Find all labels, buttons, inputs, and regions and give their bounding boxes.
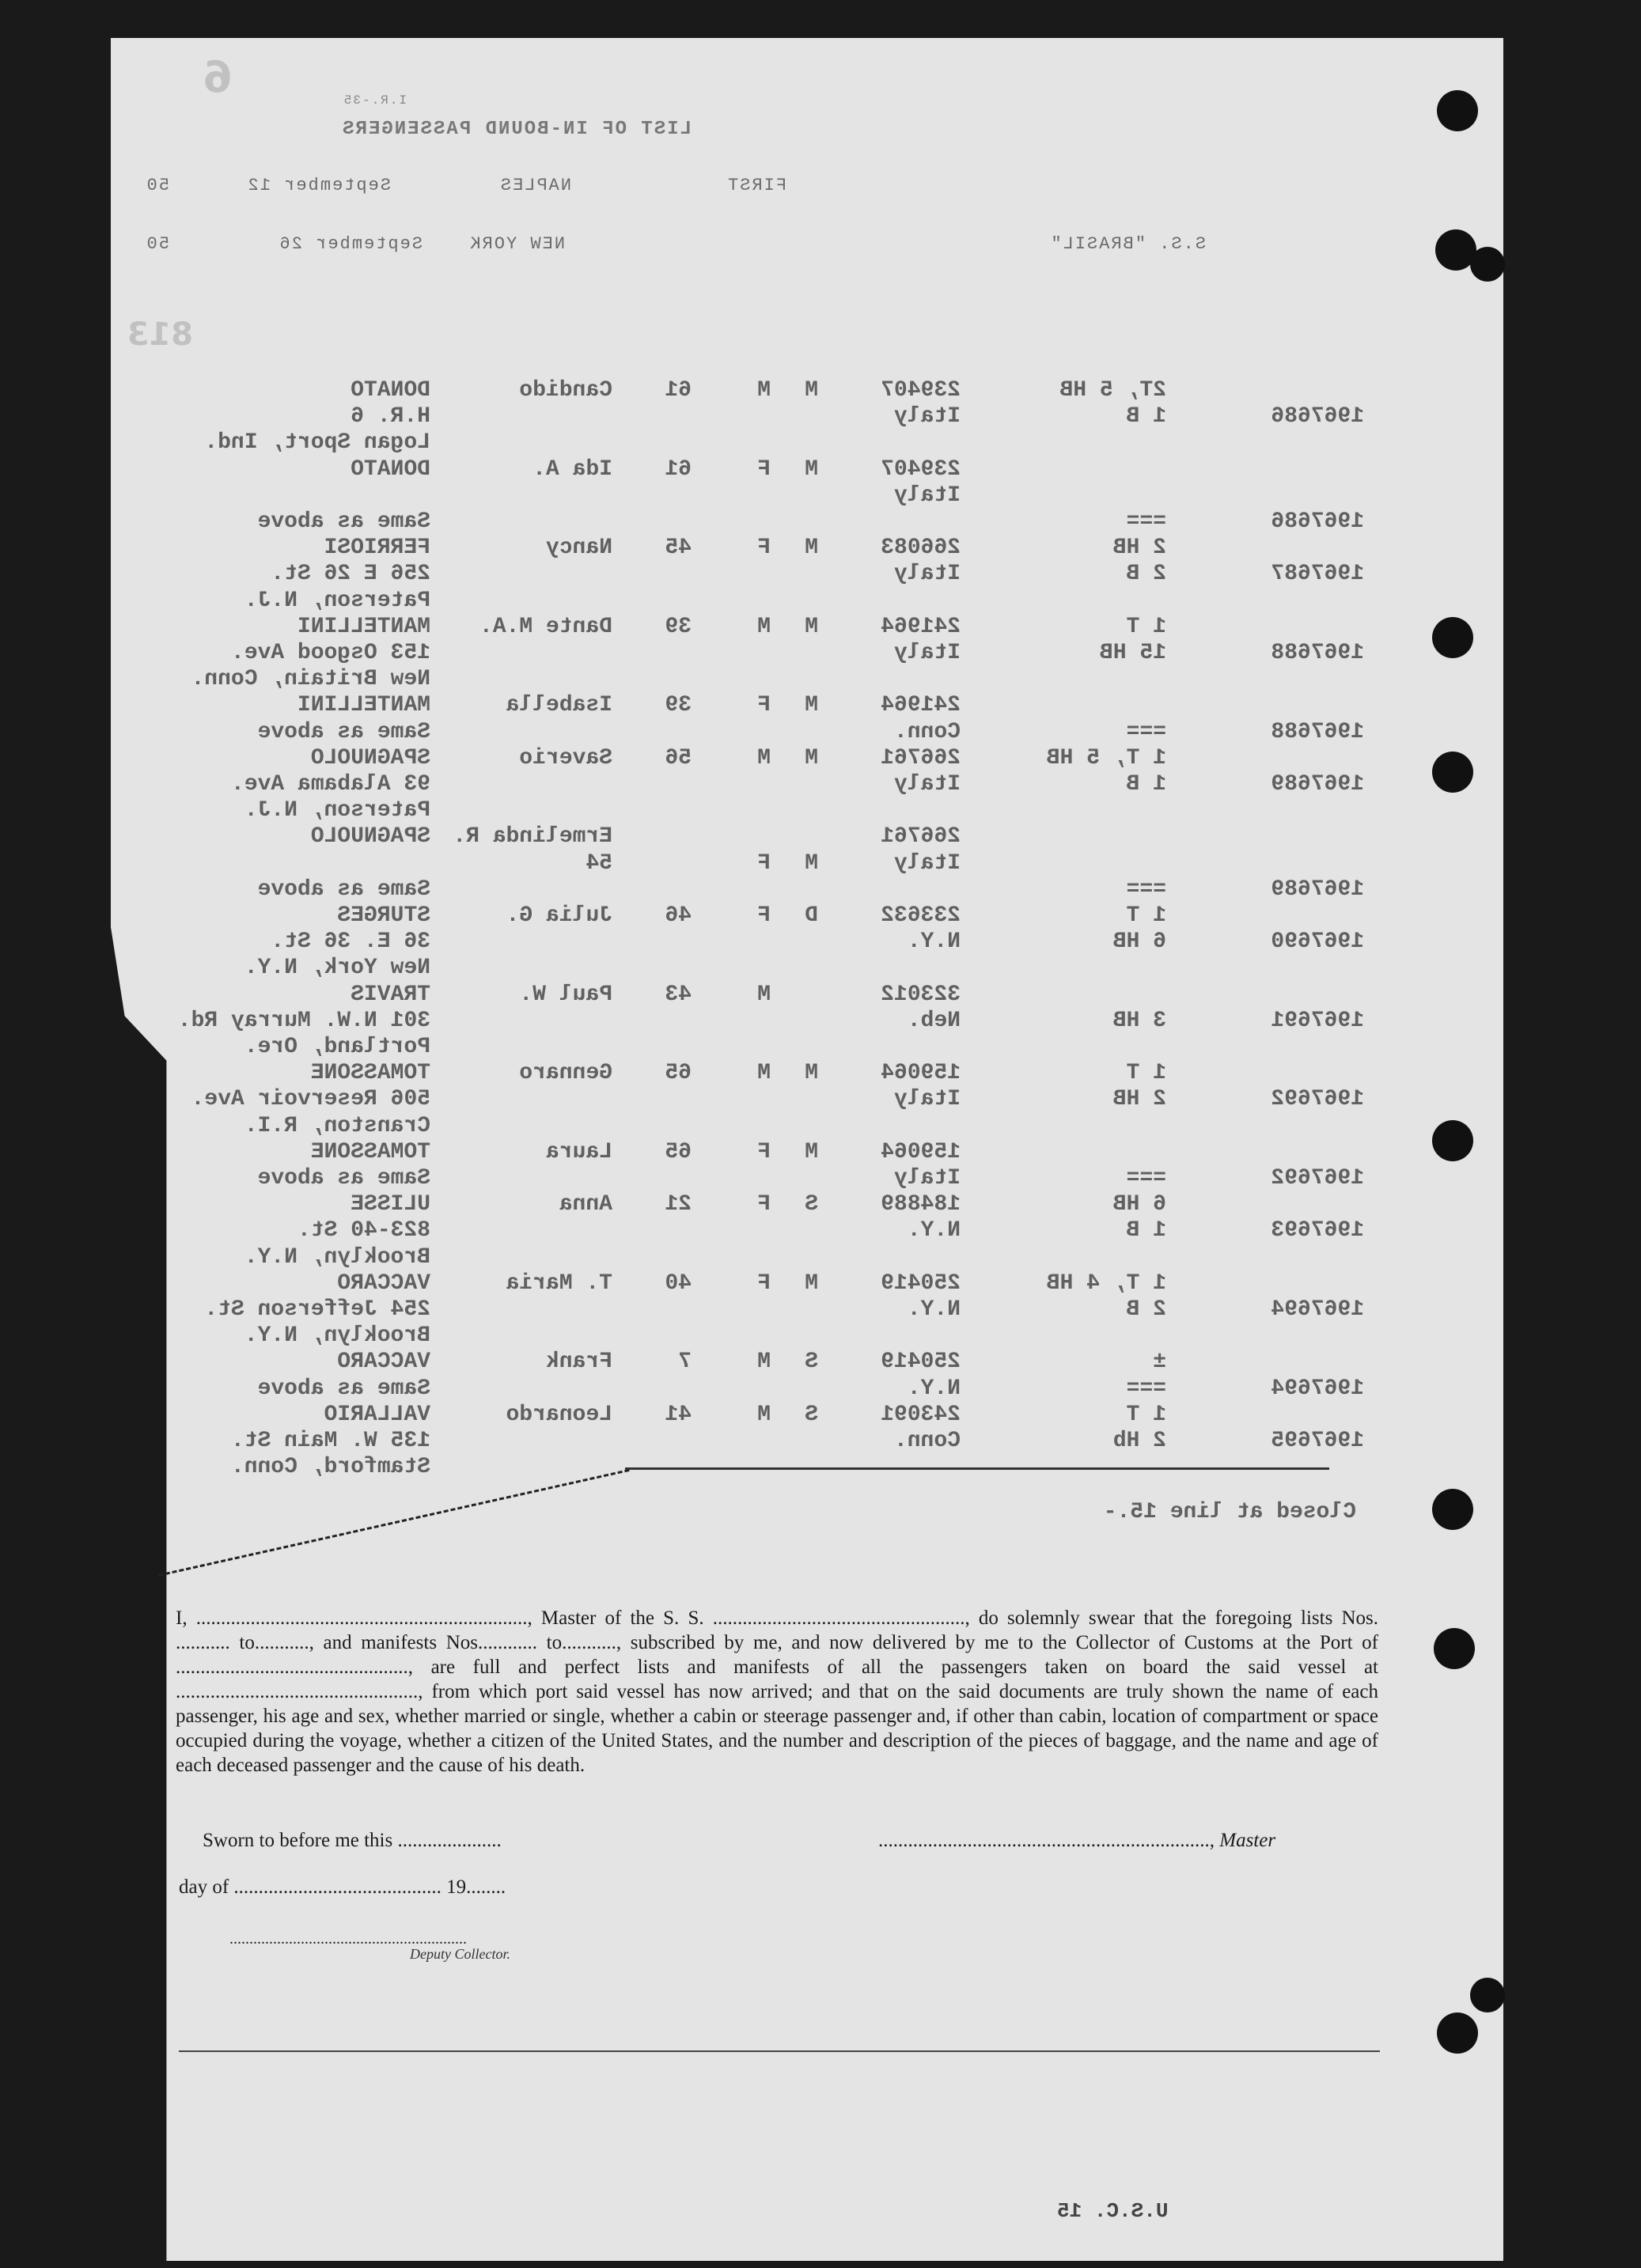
passenger-cell-name: 36 E. 36 St. (271, 930, 430, 955)
passenger-cell-sex: M (757, 982, 771, 1007)
passenger-cell-cert: 266761 (881, 824, 961, 850)
passenger-cell-name: Same as above (257, 877, 430, 902)
passenger-cell-given: 54 (586, 850, 612, 876)
passenger-cell-baggage: 1 B (1126, 404, 1166, 430)
passenger-cell-name: ULISSE (351, 1192, 430, 1217)
passenger-cell-sex: M (757, 1350, 771, 1375)
passenger-cell-baggage: 1 T (1126, 1061, 1166, 1086)
oath-text: I, ..................................................................., Master of the S. S. ..................................................., do solemnly swear that the foregoing lists Nos. ........... to..........., and manifests Nos............ to..........., subscribed by me, and now delivered by me to the Collector of Customs at the Port of ..............................................., are full and perfect lists and manifests of all the passengers taken on board the said vessel at ................................................., from which port said vessel has now arrived; and that on the said documents are truly shown the name of each passenger, his age and sex, whether married or single, whether a cabin or steerage passenger and, if other than cabin, location of compartment or space occupied during the voyage, whether a citizen of the United States, and the number and description of the pieces of baggage, and the name and age of each deceased passenger and the cause of his death. (176, 1607, 1378, 1776)
passenger-cell-baggage: 2 B (1126, 562, 1166, 587)
passenger-cell-ticket: 1967693 (1271, 1218, 1364, 1244)
passenger-cell-age: 41 (665, 1402, 692, 1427)
passenger-cell-baggage: 6 HB (1112, 1192, 1166, 1217)
passenger-cell-cert: 233632 (881, 903, 961, 928)
passenger-cell-cert: 184889 (881, 1192, 961, 1217)
passenger-cell-name: 93 Alabama Ave. (230, 772, 430, 797)
sheet-number: 813 (127, 316, 193, 353)
punch-hole (1470, 1978, 1505, 2012)
passenger-cell-given: Anna (559, 1192, 612, 1217)
passenger-cell-age: 65 (665, 1061, 692, 1086)
passenger-cell-name: Brooklyn, N.Y. (244, 1244, 430, 1270)
passenger-cell-cert: 239407 (881, 378, 961, 403)
passenger-cell-sex: F (757, 1270, 771, 1296)
passenger-cell-ms: S (805, 1350, 818, 1375)
punch-hole (1434, 1628, 1475, 1669)
passenger-cell-sex: F (757, 693, 771, 718)
master-dots: ..................................................................., (878, 1830, 1220, 1851)
passenger-cell-cert: N.Y. (907, 1376, 961, 1401)
passenger-cell-name: VACCARO (337, 1350, 430, 1375)
passenger-cell-name: Stamford, Conn. (230, 1455, 430, 1480)
passenger-cell-ticket: 1967689 (1271, 877, 1364, 902)
passenger-cell-name: TOMASSONE (310, 1061, 430, 1086)
passenger-cell-cert: Conn. (893, 719, 961, 744)
passenger-cell-baggage: 2 HB (1112, 536, 1166, 561)
passenger-cell-name: TOMASSONE (310, 1139, 430, 1164)
passenger-cell-sex: M (757, 1061, 771, 1086)
passenger-cell-baggage: 1 T (1126, 614, 1166, 639)
passenger-cell-baggage: 6 HB (1112, 930, 1166, 955)
passenger-cell-cert: 323012 (881, 982, 961, 1007)
passenger-cell-cert: Italy (893, 1087, 961, 1112)
arrival-year: 50 (145, 234, 169, 254)
bottom-rule (179, 2050, 1380, 2052)
passenger-cell-name: VALLARIO (324, 1402, 430, 1427)
passenger-cell-cert: N.Y. (907, 930, 961, 955)
passenger-cell-name: New Britain, Conn. (191, 667, 430, 692)
passenger-cell-sex: F (757, 1139, 771, 1164)
passenger-cell-sex: F (757, 1192, 771, 1217)
passenger-cell-ms: S (805, 1402, 818, 1427)
passenger-cell-cert: 243091 (881, 1402, 961, 1427)
passenger-cell-age: 43 (665, 982, 692, 1007)
passenger-cell-baggage: 1 B (1126, 772, 1166, 797)
passenger-cell-age: 46 (665, 903, 692, 928)
passenger-cell-age: 40 (665, 1270, 692, 1296)
passenger-cell-cert: 159064 (881, 1061, 961, 1086)
passenger-cell-cert: Neb. (907, 1008, 961, 1033)
passenger-cell-cert: Conn. (893, 1429, 961, 1453)
passenger-cell-cert: Italy (893, 483, 961, 508)
passenger-cell-name: 254 Jefferson St. (204, 1297, 430, 1322)
passenger-cell-given: Nancy (545, 536, 612, 561)
ship-name: S.S. "BRASIL" (1049, 234, 1206, 254)
passenger-cell-sex: F (757, 850, 771, 876)
passenger-cell-name: 153 Osgood Ave. (230, 641, 430, 665)
passenger-cell-name: Logan Sport, Ind. (204, 430, 430, 456)
passenger-cell-cert: Italy (893, 404, 961, 430)
day-line: day of .......................................... 19........ (179, 1876, 506, 1898)
passenger-cell-sex: M (757, 378, 771, 403)
passenger-cell-ticket: 1967690 (1271, 930, 1364, 955)
passenger-cell-ticket: 1967686 (1271, 509, 1364, 534)
passenger-cell-given: Ida A. (532, 456, 612, 482)
passenger-cell-baggage: === (1126, 877, 1166, 902)
passenger-cell-baggage: 2 B (1126, 1297, 1166, 1322)
collector-line: ............................................................ (229, 1930, 467, 1948)
passenger-cell-given: Julia G. (506, 903, 612, 928)
passenger-cell-ms: M (805, 1270, 818, 1296)
stamp-number: 6 (203, 52, 233, 102)
passenger-cell-name: Same as above (257, 509, 430, 534)
passenger-cell-name: New York, N.Y. (244, 956, 430, 981)
passenger-cell-ticket: 1967686 (1271, 404, 1364, 430)
passenger-cell-given: Gennaro (519, 1061, 612, 1086)
passenger-cell-age: 61 (665, 456, 692, 482)
passenger-cell-ticket: 1967691 (1271, 1008, 1364, 1033)
sworn-line: Sworn to before me this ..................... (203, 1830, 502, 1851)
passenger-cell-given: Leonardo (506, 1402, 612, 1427)
oath-paragraph (176, 1606, 1378, 1778)
passenger-cell-name: SPAGNUOLO (310, 745, 430, 771)
closing-note: Closed at line 15.- (1103, 1500, 1356, 1524)
passenger-cell-name: MANTELLINI (297, 693, 430, 718)
passenger-cell-cert: 250419 (881, 1270, 961, 1296)
passenger-cell-age: 45 (665, 536, 692, 561)
passenger-cell-sex: F (757, 903, 771, 928)
passenger-cell-baggage: 1 T (1126, 903, 1166, 928)
passenger-cell-age: 7 (678, 1350, 692, 1375)
passenger-cell-name: TRAVIS (351, 982, 430, 1007)
passenger-cell-ms: M (805, 456, 818, 482)
passenger-cell-baggage: 3 HB (1112, 1008, 1166, 1033)
passenger-cell-age: 65 (665, 1139, 692, 1164)
passenger-cell-baggage: 1 B (1126, 1218, 1166, 1244)
passenger-cell-cert: 241964 (881, 693, 961, 718)
passenger-cell-age: 39 (665, 614, 692, 639)
passenger-cell-name: Brooklyn, N.Y. (244, 1323, 430, 1349)
passenger-cell-given: Saverio (519, 745, 612, 771)
passenger-cell-cert: 239407 (881, 456, 961, 482)
passenger-cell-ticket: 1967694 (1271, 1297, 1364, 1322)
passenger-cell-cert: 159064 (881, 1139, 961, 1164)
passenger-cell-given: Frank (545, 1350, 612, 1375)
passenger-cell-name: DONATO (351, 456, 430, 482)
passenger-cell-ms: M (805, 378, 818, 403)
passenger-cell-ticket: 1967694 (1271, 1376, 1364, 1401)
passenger-cell-ticket: 1967688 (1271, 719, 1364, 744)
passenger-cell-given: Laura (545, 1139, 612, 1164)
arrival-port: NEW YORK (468, 234, 565, 254)
passenger-cell-given: Paul W. (519, 982, 612, 1007)
passenger-cell-name: Cranston, R.I. (244, 1113, 430, 1138)
passenger-cell-ticket: 1967687 (1271, 562, 1364, 587)
master-label: Master (1219, 1830, 1276, 1851)
passenger-cell-age: 56 (665, 745, 692, 771)
form-code: U.S.C. 15 (1057, 2199, 1169, 2223)
passenger-cell-age: 61 (665, 378, 692, 403)
passenger-cell-baggage: 15 HB (1099, 641, 1166, 665)
arrival-date: September 26 (278, 234, 423, 254)
passenger-cell-sex: F (757, 536, 771, 561)
passenger-cell-name: DONATO (351, 378, 430, 403)
passenger-cell-name: 823-40 St. (297, 1218, 430, 1244)
passenger-cell-ms: M (805, 536, 818, 561)
passenger-cell-baggage: 2 HB (1112, 1087, 1166, 1112)
passenger-cell-age: 21 (665, 1192, 692, 1217)
passenger-cell-name: FERRIOSI (324, 536, 430, 561)
closure-rule (625, 1467, 1329, 1470)
passenger-cell-sex: M (757, 1402, 771, 1427)
passenger-cell-ms: D (805, 903, 818, 928)
passenger-cell-ticket: 1967689 (1271, 772, 1364, 797)
passenger-cell-name: Portland, Ore. (244, 1035, 430, 1059)
passenger-cell-given: Isabella (506, 693, 612, 718)
passenger-cell-given: T. Maria (506, 1270, 612, 1296)
passenger-cell-name: 135 W. Main St. (230, 1429, 430, 1453)
passenger-cell-given: Dante M.A. (479, 614, 612, 639)
passenger-cell-baggage: 1 T, 4 HB (1046, 1270, 1166, 1296)
passenger-cell-baggage: 1 T (1126, 1402, 1166, 1427)
passenger-cell-baggage: === (1126, 1166, 1166, 1191)
passenger-cell-name: Same as above (257, 719, 430, 744)
passenger-cell-cert: Italy (893, 641, 961, 665)
passenger-cell-name: 506 Reservoir Ave. (191, 1087, 430, 1112)
departure-port: NAPLES (498, 176, 571, 195)
passenger-cell-cert: 241964 (881, 614, 961, 639)
passenger-cell-baggage: 2 Hb (1112, 1429, 1166, 1453)
passenger-cell-sex: M (757, 614, 771, 639)
passenger-cell-name: STURGES (337, 903, 430, 928)
passenger-cell-cert: 266761 (881, 745, 961, 771)
passenger-cell-baggage: 2T, 5 HB (1059, 378, 1166, 403)
class-label: FIRST (726, 176, 786, 195)
deputy-collector-label: Deputy Collector. (410, 1946, 510, 1962)
passenger-cell-cert: Italy (893, 850, 961, 876)
passenger-cell-ticket: 1967695 (1271, 1429, 1364, 1453)
passenger-cell-baggage: === (1126, 719, 1166, 744)
passenger-cell-cert: Italy (893, 772, 961, 797)
passenger-cell-name: Same as above (257, 1376, 430, 1401)
punch-hole (1437, 2012, 1478, 2054)
passenger-cell-baggage: === (1126, 509, 1166, 534)
passenger-cell-ticket: 1967692 (1271, 1166, 1364, 1191)
passenger-cell-ticket: 1967692 (1271, 1087, 1364, 1112)
passenger-cell-ms: S (805, 1192, 818, 1217)
form-title: LIST OF IN-BOUND PASSENGERS (341, 119, 692, 140)
passenger-cell-sex: F (757, 456, 771, 482)
passenger-cell-name: SPAGNUOLO (310, 824, 430, 850)
passenger-cell-name: 256 E 26 St. (271, 562, 430, 587)
passenger-cell-ms: M (805, 614, 818, 639)
passenger-cell-ms: M (805, 693, 818, 718)
passenger-cell-given: Candido (519, 378, 612, 403)
passenger-cell-baggage: 1 T, 5 HB (1046, 745, 1166, 771)
passenger-cell-cert: Italy (893, 1166, 961, 1191)
master-signature-line (878, 1830, 1275, 1852)
passenger-cell-ms: M (805, 1061, 818, 1086)
departure-date: September 12 (246, 176, 391, 195)
passenger-cell-given: Ermelinda R. (453, 824, 612, 850)
passenger-cell-baggage: ± (1153, 1350, 1166, 1375)
passenger-cell-name: Paterson, N.J. (244, 798, 430, 824)
passenger-cell-cert: 250419 (881, 1350, 961, 1375)
passenger-cell-ms: M (805, 850, 818, 876)
passenger-cell-name: Paterson, N.J. (244, 588, 430, 613)
passenger-cell-cert: N.Y. (907, 1218, 961, 1244)
departure-year: 50 (145, 176, 169, 195)
passenger-cell-sex: M (757, 745, 771, 771)
passenger-cell-ms: M (805, 1139, 818, 1164)
form-number: I.R.-35 (342, 93, 407, 108)
passenger-cell-ticket: 1967688 (1271, 641, 1364, 665)
passenger-cell-cert: Italy (893, 562, 961, 587)
passenger-cell-baggage: === (1126, 1376, 1166, 1401)
passenger-cell-cert: N.Y. (907, 1297, 961, 1322)
passenger-cell-age: 39 (665, 693, 692, 718)
passenger-cell-cert: 266083 (881, 536, 961, 561)
passenger-cell-name: Same as above (257, 1166, 430, 1191)
passenger-cell-name: H.R. 6 (351, 404, 430, 430)
passenger-cell-name: MANTELLINI (297, 614, 430, 639)
passenger-cell-name: 301 N.W. Murray Rd. (177, 1008, 430, 1033)
passenger-cell-name: VACCARO (337, 1270, 430, 1296)
passenger-cell-ms: M (805, 745, 818, 771)
